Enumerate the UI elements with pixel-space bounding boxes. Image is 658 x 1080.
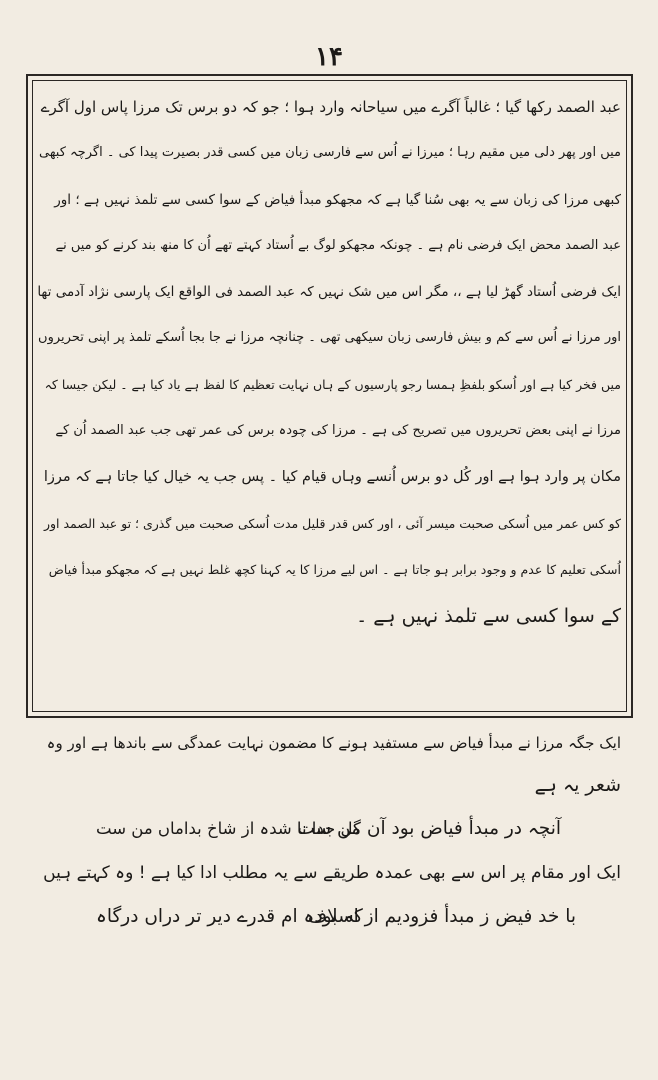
text-line: مرزا نے اپنی بعض تحریروں میں تصریح کی ہے ۔ مرزا کی چودہ برس کی عمر تھی جب عبد الصمد اُن کے (55, 423, 621, 439)
lower-section (36, 722, 621, 940)
text-line: میں اور پھر دلی میں مقیم رہا ؛ میرزا نے اُس سے فارسی زبان میں کسی قدر بصیرت پیدا کی ۔ اگرچہ کبھی (38, 145, 621, 161)
text-line: عبد الصمد رکھا گیا ؛ غالباً آگرے میں سیاحانہ وارد ہوا ؛ جو کہ دو برس تک مرزا پاس اول آگرے (40, 98, 621, 116)
text-line: کو کس عمر میں اُسکی صحبت میسر آئی ، اور کس قدر قلیل مدت اُسکی صحبت میں گذری ؛ تو عبد الصمد اور (43, 515, 621, 531)
paragraph-line: ایک جگہ مرزا نے مبدأ فیاض سے مستفید ہونے کا مضمون نہایت عمدگی سے باندھا ہے اور وہ (46, 734, 621, 752)
couplet (36, 806, 621, 852)
text-line: اُسکی تعلیم کا عدم و وجود برابر ہو جاتا ہے ۔ اس لیے مرزا کا یہ کہنا کچھ غلط نہیں ہے کہ مجھکو مبدأ فیاض (48, 561, 621, 577)
text-line: کبھی مرزا کی زبان سے یہ بھی سُنا گیا ہے کہ مجھکو مبدأ فیاض کے سوا کسی سے تلمذ نہیں ہے ؛ اور (54, 191, 621, 208)
couplet-second-hemistich: گل جدا نا شدہ از شاخ بداماں من ست (96, 819, 361, 838)
text-line: مکان پر وارد ہوا ہے اور کُل دو برس اُنسے وہاں قیام کیا ۔ پس جب یہ خیال کیا جاتا ہے کہ مرزا (43, 469, 621, 486)
framed-text (36, 84, 621, 640)
text-line: کے سوا کسی سے تلمذ نہیں ہے ۔ (356, 605, 621, 628)
paragraph-line: شعر یہ ہے (534, 774, 621, 796)
page-number: ۱۴ (315, 42, 343, 72)
paragraph-line: ایک اور مقام پر اس سے بھی عمدہ طریقے سے یہ مطلب ادا کیا ہے ! وہ کہتے ہیں (43, 863, 621, 883)
couplet (36, 894, 621, 940)
text-line: اور مرزا نے اُس سے کم و بیش فارسی زبان سیکھی تھی ۔ چنانچہ مرزا نے جا بجا اُسکے تلمذ پر اپنی تحریروں (38, 330, 621, 346)
couplet-second-hemistich: کہ بودہ ام قدرے دیر تر دراں درگاہ (96, 906, 363, 927)
text-line: عبد الصمد محض ایک فرضی نام ہے ۔ چونکہ مجھکو لوگ بے اُستاد کہتے تھے اُن کا منھ بند کرنے کو میں نے (55, 237, 621, 253)
couplet-first-hemistich: آنچہ در مبدأ فیاض بود آن من ست (297, 818, 561, 839)
text-line: میں فخر کیا ہے اور اُسکو بلفظِ ہمسا رجو پارسیوں کے ہاں نہایت تعظیم کا لفظ ہے یاد کیا ہے ۔ لیکن جیسا کہ (44, 376, 621, 392)
text-line: ایک فرضی اُستاد گھڑ لیا ہے ،، مگر اس میں شک نہیں کہ عبد الصمد فی الواقع ایک پارسی نژاد آدمی تھا (37, 284, 621, 301)
couplet-first-hemistich: با خد فیض ز مبدأ فزودیم از اسلاف (307, 906, 576, 927)
